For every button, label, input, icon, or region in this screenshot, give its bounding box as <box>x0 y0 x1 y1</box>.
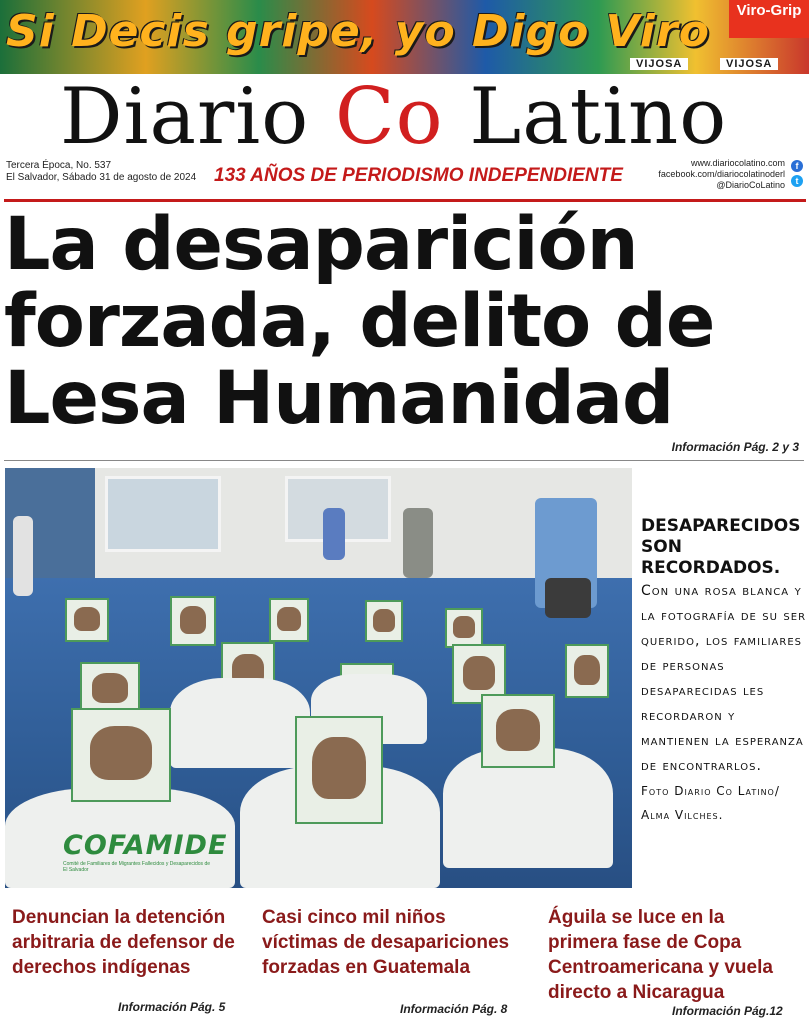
story-headline[interactable]: Águila se luce en la primera fase de Copa Centroamericana y vuela directo a Nicaragua <box>548 907 773 1003</box>
story-headline[interactable]: Casi cinco mil niños víctimas de desapariciones forzadas en Guatemala <box>262 907 510 978</box>
photo-portrait <box>445 608 483 648</box>
photo-portrait <box>481 694 555 768</box>
logo-text: Diario <box>60 72 335 162</box>
photo-portrait <box>170 596 216 646</box>
story-page-reference[interactable]: Información Pág. 8 <box>400 1002 508 1016</box>
banner-slogan: Si Decis gripe, yo Digo Viro <box>6 6 710 57</box>
main-headline[interactable] <box>4 202 804 441</box>
photo-portrait <box>565 644 609 698</box>
story-page-reference[interactable]: Información Pág. 5 <box>118 1000 226 1014</box>
edition-number: Tercera Época, No. 537 <box>6 160 112 171</box>
banner-brand: Viro-Grip <box>729 0 809 38</box>
logo-text: Latino <box>443 72 728 162</box>
photo-portrait <box>65 598 109 642</box>
facebook-link[interactable]: facebook.com/diariocolatinoderl <box>658 169 785 179</box>
photo-window <box>105 476 221 552</box>
photo-caption <box>641 516 807 827</box>
facebook-icon[interactable]: f <box>791 160 803 172</box>
twitter-link[interactable]: @DiarioCoLatino <box>716 180 785 190</box>
contact-info <box>658 158 785 191</box>
photo-person <box>323 508 345 560</box>
photo-person <box>13 516 33 596</box>
headline-line: La desaparición <box>4 202 638 287</box>
logo-co: Co <box>334 72 444 162</box>
photo-person <box>403 508 433 578</box>
photo-credit: Foto Diario Co Latino/ Alma Vilches. <box>641 784 780 822</box>
edition-info <box>6 160 196 184</box>
photo-portrait <box>71 708 171 802</box>
website-link[interactable]: www.diariocolatino.com <box>690 158 785 168</box>
section-divider <box>4 460 804 461</box>
headline-line: forzada, delito de <box>4 279 715 364</box>
newspaper-logo[interactable] <box>60 72 727 162</box>
photo-portrait <box>295 716 383 824</box>
story-page-reference[interactable]: Información Pág.12 <box>672 1004 783 1018</box>
social-icons <box>791 160 805 190</box>
main-photo[interactable] <box>5 468 632 888</box>
photo-portrait <box>269 598 309 642</box>
newspaper-motto: 133 AÑOS DE PERIODISMO INDEPENDIENTE <box>214 165 623 186</box>
photo-person <box>545 578 591 618</box>
cofamide-subtitle: Comité de Familiares de Migrantes Fallecidos y Desaparecidos de El Salvador <box>63 861 211 873</box>
story-headline[interactable]: Denuncian la detención arbitraria de defensor de derechos indígenas <box>12 907 235 978</box>
cofamide-logo: COFAMIDE <box>63 830 228 861</box>
caption-title: DESAPARECIDOS SON RECORDADOS. <box>641 516 801 578</box>
headline-line: Lesa Humanidad <box>4 356 674 441</box>
headline-page-reference[interactable]: Información Pág. 2 y 3 <box>671 440 799 454</box>
caption-body: Con una rosa blanca y la fotografía de su ser querido, los familiares de personas desaparecidas les recordaron y mantienen la esperanza de encontrarlos. <box>641 583 807 774</box>
edition-date: El Salvador, Sábado 31 de agosto de 2024 <box>6 172 197 183</box>
masthead <box>0 74 809 164</box>
banner-sponsor: VIJOSA <box>720 58 778 70</box>
photo-shirt <box>170 678 310 768</box>
photo-portrait <box>365 600 403 642</box>
twitter-icon[interactable]: t <box>791 175 803 187</box>
advertisement-banner[interactable] <box>0 0 809 74</box>
banner-sponsor: VIJOSA <box>630 58 688 70</box>
